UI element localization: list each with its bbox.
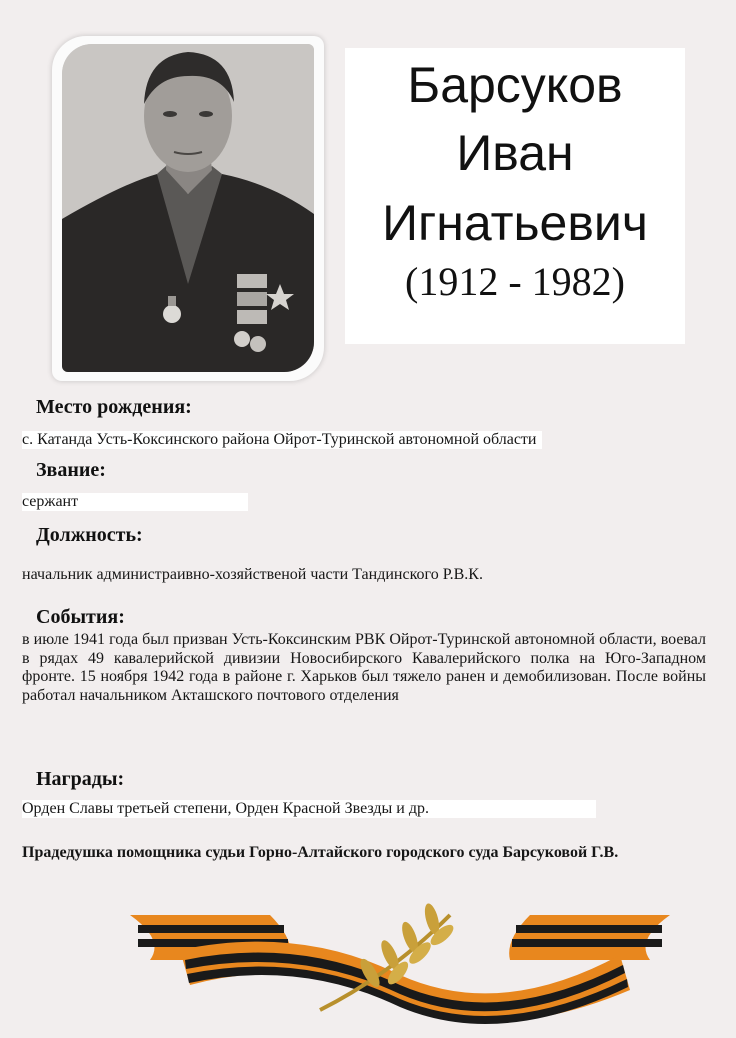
dedication-text: Прадедушка помощника судьи Горно-Алтайского городского суда Барсуковой Г.В. [22,844,619,861]
events-heading: События: [36,606,125,628]
position-value: начальник администраивно-хозяйственой части Тандинского Р.В.К. [22,566,483,583]
position-heading: Должность: [36,524,143,546]
rank-value: сержант [22,493,248,511]
name-box [345,48,685,344]
awards-heading: Награды: [36,768,125,790]
life-years: (1912 - 1982) [405,259,625,304]
st-george-ribbon-icon [120,895,680,1025]
awards-value: Орден Славы третьей степени, Орден Красной Звезды и др. [22,800,596,818]
rank-heading: Звание: [36,459,106,481]
events-text: в июле 1941 года был призван Усть-Коксинским РВК Ойрот-Туринской автономной области, воевал в рядах 49 кавалерийской дивизии Новосибирского Кавалерийского полка на Юго-Западном фронте. 15 ноября 1942 года в районе г. Харьков был тяжело ранен и демобилизован. После войны работал начальником Акташского почтового отделения [22,631,706,704]
birthplace-value: с. Катанда Усть-Коксинского района Ойрот-Туринской автономной области [22,431,542,449]
portrait-photo [62,44,314,372]
first-name: Иван [456,125,574,181]
surname: Барсуков [407,57,623,113]
patronymic: Игнатьевич [382,195,648,251]
birthplace-heading: Место рождения: [36,396,192,418]
